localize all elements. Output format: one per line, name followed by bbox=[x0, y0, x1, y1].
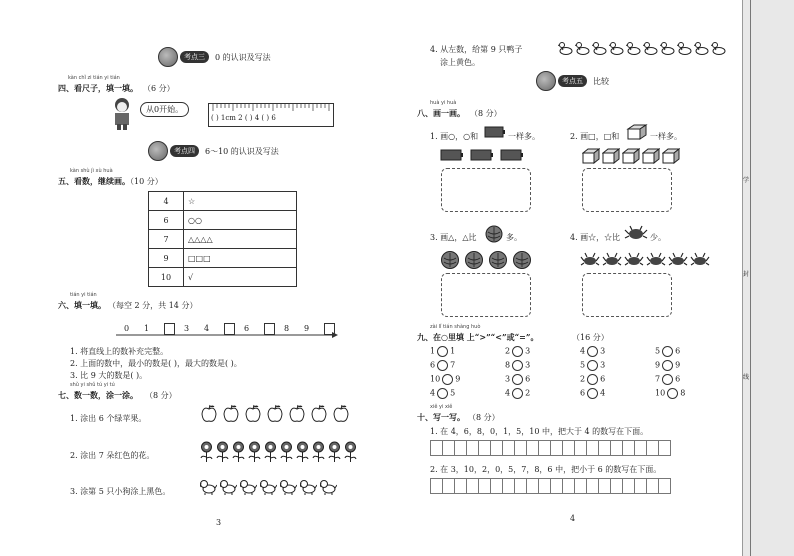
compare-item bbox=[430, 360, 455, 371]
compare-left: 6 bbox=[430, 360, 436, 370]
battery-row bbox=[440, 148, 524, 164]
grid-cell[interactable] bbox=[550, 478, 562, 494]
compare-right: 3 bbox=[525, 360, 531, 370]
compare-right: 9 bbox=[455, 374, 461, 384]
dog-icon[interactable] bbox=[240, 478, 257, 498]
compare-right: 4 bbox=[600, 388, 606, 398]
q7-title: 七、数一数，涂一涂。 bbox=[58, 390, 138, 400]
compare-right: 6 bbox=[675, 346, 681, 356]
duck-icon[interactable] bbox=[643, 40, 658, 58]
grid-cell[interactable] bbox=[538, 440, 550, 456]
grid-cell[interactable] bbox=[634, 440, 646, 456]
banner-tag: 考点三 bbox=[180, 51, 209, 63]
battery-icon bbox=[484, 125, 506, 139]
compare-item bbox=[655, 346, 680, 357]
flower-icon[interactable] bbox=[232, 441, 245, 465]
apple-icon[interactable] bbox=[288, 404, 306, 426]
count-draw-table bbox=[148, 191, 297, 287]
flower-row bbox=[200, 441, 357, 465]
cube-icon[interactable] bbox=[642, 148, 660, 166]
table-row: 7 △△△△ bbox=[149, 230, 297, 249]
ruler-ticks bbox=[209, 104, 333, 112]
compare-item bbox=[430, 346, 455, 357]
crab-icon[interactable] bbox=[602, 252, 622, 270]
compare-left: 3 bbox=[505, 374, 511, 384]
compare-right: 3 bbox=[600, 346, 606, 356]
compare-left: 10 bbox=[655, 388, 666, 398]
duck-icon[interactable] bbox=[677, 40, 692, 58]
compare-item bbox=[505, 374, 530, 385]
table-row: 6 ○○ bbox=[149, 211, 297, 230]
apple-row bbox=[200, 404, 350, 426]
compare-circle-blank[interactable] bbox=[512, 346, 523, 357]
compare-item bbox=[580, 346, 605, 357]
smiley-badge-icon bbox=[536, 71, 556, 91]
compare-right: 2 bbox=[525, 388, 531, 398]
q8-item-2b: 一样多。 bbox=[650, 132, 682, 141]
grid-cell[interactable] bbox=[490, 478, 502, 494]
grid-cell[interactable] bbox=[622, 440, 634, 456]
compare-left: 8 bbox=[505, 360, 511, 370]
banner-tag: 考点五 bbox=[558, 75, 587, 87]
number-line-blank[interactable] bbox=[324, 323, 335, 335]
compare-circle-blank[interactable] bbox=[662, 374, 673, 385]
flower-icon[interactable] bbox=[344, 441, 357, 465]
dog-row bbox=[200, 478, 337, 498]
q7-pinyin: shǔ yi shǔ tú yi tú bbox=[70, 382, 115, 388]
compare-right: 9 bbox=[675, 360, 681, 370]
compare-circle-blank[interactable] bbox=[437, 388, 448, 399]
compare-left: 5 bbox=[580, 360, 586, 370]
number-line-blank[interactable] bbox=[224, 323, 235, 335]
q10-item-1: 1. 在 4，6，8，0，1，5，10 中，把大于 4 的数写在下面。 bbox=[430, 427, 649, 436]
q7-item-3: 3. 涂第 5 只小狗涂上黑色。 bbox=[70, 487, 171, 496]
apple-icon[interactable] bbox=[200, 404, 218, 426]
q4-pinyin: kàn chǐ zi tián yi tián bbox=[68, 75, 120, 81]
table-row: 10 √ bbox=[149, 268, 297, 287]
crab-icon[interactable] bbox=[690, 252, 710, 270]
crab-row bbox=[580, 252, 710, 270]
flower-icon[interactable] bbox=[312, 441, 325, 465]
dog-icon[interactable] bbox=[300, 478, 317, 498]
ruler bbox=[208, 103, 334, 127]
compare-left: 1 bbox=[430, 346, 436, 356]
grid-cell[interactable] bbox=[610, 440, 622, 456]
banner-title: 6～10 的认识及写法 bbox=[205, 146, 279, 156]
q6-item-3: 3. 比 9 大的数是( )。 bbox=[70, 371, 148, 380]
compare-left: 7 bbox=[655, 374, 661, 384]
grid-cell[interactable] bbox=[514, 478, 526, 494]
flower-icon[interactable] bbox=[280, 441, 293, 465]
q4-duck-line2: 涂上黄色。 bbox=[440, 58, 480, 67]
shell-icon bbox=[484, 224, 504, 244]
q8-item-1b: 一样多。 bbox=[508, 132, 540, 141]
compare-circle-blank[interactable] bbox=[662, 346, 673, 357]
shell-icon[interactable] bbox=[488, 250, 508, 272]
number-line-blank[interactable] bbox=[264, 323, 275, 335]
compare-left: 4 bbox=[430, 388, 436, 398]
grid-cell[interactable] bbox=[502, 478, 514, 494]
binding-char-1: 学 bbox=[743, 177, 750, 184]
grid-cell[interactable] bbox=[454, 440, 466, 456]
compare-circle-blank[interactable] bbox=[512, 388, 523, 399]
apple-icon[interactable] bbox=[266, 404, 284, 426]
cube-icon[interactable] bbox=[602, 148, 620, 166]
banner-title: 比较 bbox=[593, 76, 609, 86]
compare-left: 2 bbox=[580, 374, 586, 384]
grid-cell[interactable] bbox=[658, 440, 671, 456]
compare-item bbox=[430, 388, 455, 399]
q4-score: （6 分） bbox=[143, 84, 175, 93]
grid-cell[interactable] bbox=[550, 440, 562, 456]
write-grid-2[interactable] bbox=[430, 478, 671, 494]
compare-item bbox=[655, 388, 685, 399]
q5-score: （10 分） bbox=[126, 177, 163, 186]
compare-left: 6 bbox=[580, 388, 586, 398]
q8-item-3a: 3. 画△，△比 bbox=[430, 233, 477, 242]
compare-circle-blank[interactable] bbox=[512, 360, 523, 371]
number-line-tick-label: 6 bbox=[244, 324, 250, 333]
q6-item-1: 1. 将直线上的数补充完整。 bbox=[70, 347, 169, 356]
table-row: 4 ☆ bbox=[149, 192, 297, 211]
number-line-tick-label: 3 bbox=[184, 324, 190, 333]
q6-title: 六、填一填。 bbox=[58, 300, 106, 310]
grid-cell[interactable] bbox=[502, 440, 514, 456]
compare-circle-blank[interactable] bbox=[587, 360, 598, 371]
dog-icon[interactable] bbox=[260, 478, 277, 498]
compare-left: 5 bbox=[655, 346, 661, 356]
grid-cell[interactable] bbox=[646, 478, 658, 494]
grid-cell[interactable] bbox=[610, 478, 622, 494]
grid-cell[interactable] bbox=[658, 478, 671, 494]
compare-left: 2 bbox=[505, 346, 511, 356]
smiley-badge-icon bbox=[158, 47, 178, 67]
grid-cell[interactable] bbox=[514, 440, 526, 456]
compare-item bbox=[505, 346, 530, 357]
number-line-tick-label: 9 bbox=[304, 324, 310, 333]
grid-cell[interactable] bbox=[586, 478, 598, 494]
q6-score: （每空 2 分，共 14 分） bbox=[108, 301, 198, 310]
duck-icon[interactable] bbox=[711, 40, 726, 58]
table-row: 9 □□□ bbox=[149, 249, 297, 268]
page-number-right: 4 bbox=[570, 514, 576, 523]
compare-circle-blank[interactable] bbox=[512, 374, 523, 385]
duck-row bbox=[558, 40, 726, 58]
q7-score: （8 分） bbox=[145, 391, 177, 400]
shell-icon[interactable] bbox=[464, 250, 484, 272]
compare-left: 4 bbox=[580, 346, 586, 356]
apple-icon[interactable] bbox=[332, 404, 350, 426]
compare-right: 3 bbox=[525, 346, 531, 356]
dog-icon[interactable] bbox=[280, 478, 297, 498]
q10-item-2: 2. 在 3，10，2，0，5，7，8，6 中，把小于 6 的数写在下面。 bbox=[430, 465, 662, 474]
grid-cell[interactable] bbox=[442, 478, 454, 494]
grid-cell[interactable] bbox=[598, 440, 610, 456]
q8-item-2a: 2. 画□，□和 bbox=[570, 132, 620, 141]
grid-cell[interactable] bbox=[466, 478, 478, 494]
compare-right: 1 bbox=[450, 346, 456, 356]
duck-icon[interactable] bbox=[558, 40, 573, 58]
grid-cell[interactable] bbox=[442, 440, 454, 456]
compare-circle-blank[interactable] bbox=[662, 360, 673, 371]
section-banner-compare bbox=[536, 72, 609, 90]
grid-cell[interactable] bbox=[430, 440, 442, 456]
compare-circle-blank[interactable] bbox=[587, 388, 598, 399]
apple-icon[interactable] bbox=[244, 404, 262, 426]
compare-item bbox=[505, 388, 530, 399]
binding-char-3: 线 bbox=[743, 374, 750, 381]
compare-circle-blank[interactable] bbox=[442, 374, 453, 385]
cube-icon[interactable] bbox=[582, 148, 600, 166]
q9-title: 九、在○里填 上“>”“<”或“=”。 bbox=[417, 332, 539, 342]
crab-icon bbox=[624, 224, 648, 242]
section-banner-zero bbox=[158, 48, 271, 66]
draw-box-2[interactable] bbox=[582, 168, 672, 212]
duck-icon[interactable] bbox=[609, 40, 624, 58]
duck-icon[interactable] bbox=[694, 40, 709, 58]
compare-item bbox=[580, 360, 605, 371]
q8-item-1a: 1. 画○，○和 bbox=[430, 132, 479, 141]
cube-icon[interactable] bbox=[662, 148, 680, 166]
duck-icon[interactable] bbox=[575, 40, 590, 58]
q10-title: 十、写一写。 bbox=[417, 412, 465, 422]
ruler-labels: ( ) 1cm 2 ( ) 4 ( ) 6 bbox=[211, 114, 276, 122]
duck-icon[interactable] bbox=[592, 40, 607, 58]
compare-left: 10 bbox=[430, 374, 441, 384]
grid-cell[interactable] bbox=[562, 478, 574, 494]
q7-item-1: 1. 涂出 6 个绿苹果。 bbox=[70, 414, 147, 423]
grid-cell[interactable] bbox=[430, 478, 442, 494]
battery-icon[interactable] bbox=[470, 148, 494, 164]
speech-bubble bbox=[140, 102, 189, 117]
grid-cell[interactable] bbox=[538, 478, 550, 494]
compare-left: 4 bbox=[505, 388, 511, 398]
smiley-badge-icon bbox=[148, 141, 168, 161]
page-number-left: 3 bbox=[216, 518, 222, 527]
grid-cell[interactable] bbox=[586, 440, 598, 456]
number-line-tick-label: 1 bbox=[144, 324, 150, 333]
grid-cell[interactable] bbox=[478, 440, 490, 456]
cube-row bbox=[582, 148, 680, 166]
cube-icon[interactable] bbox=[622, 148, 640, 166]
compare-right: 6 bbox=[525, 374, 531, 384]
q5-pinyin: kàn shù jì xù huà bbox=[70, 168, 113, 174]
shell-icon[interactable] bbox=[440, 250, 460, 272]
grid-cell[interactable] bbox=[466, 440, 478, 456]
q8-score: （8 分） bbox=[470, 109, 502, 118]
grid-cell[interactable] bbox=[646, 440, 658, 456]
grid-cell[interactable] bbox=[490, 440, 502, 456]
girl-icon bbox=[109, 96, 137, 130]
banner-tag: 考点四 bbox=[170, 145, 199, 157]
q4-title: 四、看尺子，填一填。 bbox=[58, 83, 138, 93]
flower-icon[interactable] bbox=[328, 441, 341, 465]
compare-right: 8 bbox=[680, 388, 686, 398]
compare-item bbox=[580, 374, 605, 385]
grid-cell[interactable] bbox=[634, 478, 646, 494]
q9-score: （16 分） bbox=[572, 333, 609, 342]
q6-item-2: 2. 上面的数中，最小的数是( )，最大的数是( )。 bbox=[70, 359, 242, 368]
q9-pinyin: zài lǐ tián shàng huò bbox=[430, 324, 481, 330]
grid-cell[interactable] bbox=[478, 478, 490, 494]
q8-title: 八、画一画。 bbox=[417, 108, 465, 118]
shell-icon[interactable] bbox=[512, 250, 532, 272]
number-line-tick-label: 4 bbox=[204, 324, 210, 333]
speech-text: 从0开始。 bbox=[146, 105, 184, 114]
banner-title: 0 的认识及写法 bbox=[215, 52, 271, 62]
dog-icon[interactable] bbox=[220, 478, 237, 498]
compare-right: 5 bbox=[450, 388, 456, 398]
battery-icon[interactable] bbox=[440, 148, 464, 164]
compare-left: 9 bbox=[655, 360, 661, 370]
crab-icon[interactable] bbox=[624, 252, 644, 270]
grid-cell[interactable] bbox=[562, 440, 574, 456]
flower-icon[interactable] bbox=[216, 441, 229, 465]
q8-pinyin: huà yi huà bbox=[430, 100, 457, 106]
number-line-tick-label: 8 bbox=[284, 324, 290, 333]
grid-cell[interactable] bbox=[574, 440, 586, 456]
binding-line bbox=[750, 0, 751, 556]
duck-icon[interactable] bbox=[626, 40, 641, 58]
battery-icon[interactable] bbox=[500, 148, 524, 164]
number-line-blank[interactable] bbox=[164, 323, 175, 335]
q7-item-2: 2. 涂出 7 朵红色的花。 bbox=[70, 451, 155, 460]
compare-item bbox=[430, 374, 460, 385]
crab-icon[interactable] bbox=[580, 252, 600, 270]
flower-icon[interactable] bbox=[200, 441, 213, 465]
grid-cell[interactable] bbox=[526, 440, 538, 456]
dog-icon[interactable] bbox=[200, 478, 217, 498]
compare-circle-blank[interactable] bbox=[667, 388, 678, 399]
grid-cell[interactable] bbox=[598, 478, 610, 494]
compare-right: 7 bbox=[450, 360, 456, 370]
compare-item bbox=[655, 374, 680, 385]
draw-box-3[interactable] bbox=[441, 273, 531, 317]
dog-icon[interactable] bbox=[320, 478, 337, 498]
compare-right: 3 bbox=[600, 360, 606, 370]
compare-item bbox=[505, 360, 530, 371]
apple-icon[interactable] bbox=[310, 404, 328, 426]
q8-item-4b: 少。 bbox=[650, 233, 666, 242]
compare-right: 6 bbox=[675, 374, 681, 384]
grid-cell[interactable] bbox=[574, 478, 586, 494]
compare-circle-blank[interactable] bbox=[587, 346, 598, 357]
flower-icon[interactable] bbox=[296, 441, 309, 465]
draw-box-1[interactable] bbox=[441, 168, 531, 212]
apple-icon[interactable] bbox=[222, 404, 240, 426]
compare-item bbox=[655, 360, 680, 371]
draw-box-4[interactable] bbox=[582, 273, 672, 317]
q4-duck-line1: 4. 从左数，给第 9 只鸭子 bbox=[430, 45, 523, 54]
crab-icon[interactable] bbox=[668, 252, 688, 270]
compare-item bbox=[580, 388, 605, 399]
crab-icon[interactable] bbox=[646, 252, 666, 270]
grid-cell[interactable] bbox=[526, 478, 538, 494]
binding-char-2: 封 bbox=[743, 271, 750, 278]
compare-circle-blank[interactable] bbox=[587, 374, 598, 385]
compare-right: 6 bbox=[600, 374, 606, 384]
grid-cell[interactable] bbox=[622, 478, 634, 494]
duck-icon[interactable] bbox=[660, 40, 675, 58]
write-grid-1[interactable] bbox=[430, 440, 671, 456]
shell-row bbox=[440, 250, 532, 272]
number-line-tick-label: 0 bbox=[124, 324, 130, 333]
section-banner-6-10 bbox=[148, 142, 279, 160]
flower-icon[interactable] bbox=[264, 441, 277, 465]
q6-pinyin: tián yi tián bbox=[70, 292, 97, 298]
compare-circle-blank[interactable] bbox=[437, 360, 448, 371]
q8-item-4a: 4. 画☆，☆比 bbox=[570, 233, 621, 242]
q10-pinyin: xiě yi xiě bbox=[430, 404, 453, 410]
q5-title: 五、看数，继续画。 bbox=[58, 176, 130, 186]
q10-score: （8 分） bbox=[468, 413, 500, 422]
compare-circle-blank[interactable] bbox=[437, 346, 448, 357]
cube-icon bbox=[626, 123, 648, 141]
q8-item-3b: 多。 bbox=[506, 233, 522, 242]
grid-cell[interactable] bbox=[454, 478, 466, 494]
flower-icon[interactable] bbox=[248, 441, 261, 465]
